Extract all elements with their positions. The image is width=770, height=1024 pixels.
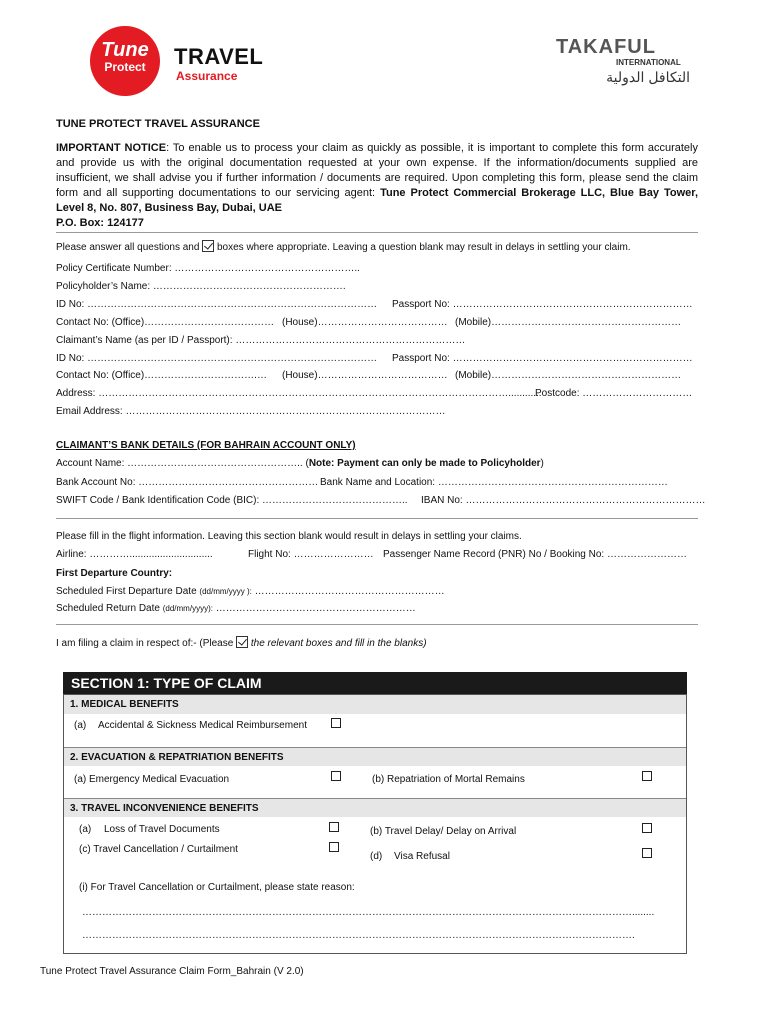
medical-a-letter: (a) <box>74 720 87 731</box>
cancellation-reason-line-2[interactable]: …………………………………………………………………………………………………………………………………………………. <box>82 930 635 941</box>
travel-delay-checkbox[interactable] <box>642 823 652 833</box>
takaful-logo-word: TAKAFUL <box>556 36 656 58</box>
important-notice <box>56 141 698 231</box>
postcode-field[interactable]: Postcode: …………………………… <box>535 388 693 399</box>
contact-office-field[interactable]: Contact No: (Office)………………………………… <box>56 317 275 328</box>
evacuation-a-label: (a) Emergency Medical Evacuation <box>74 774 230 785</box>
cancellation-reason-line-1[interactable]: …………………………………………………………………………………………………………………………………………………........ <box>82 907 655 918</box>
inconvenience-a-label: Loss of Travel Documents <box>104 824 220 835</box>
claimant-name-field[interactable]: Claimant’s Name (as per ID / Passport): …………………………………………………………… <box>56 335 466 346</box>
notice-text: : To enable us to process your claim as quickly as possible, it is important to complete this form accurately and provide us with the original documentation requested at your own expense. If the information/documents supplied are insufficient, we shall advise you if further information / documents are required. Upon completing this form, please send the claim form and all supporting documentations to our servicing agent: <box>56 142 698 199</box>
airline-field[interactable]: Airline: ………….............................. <box>56 549 213 560</box>
claimant-contact-house-field[interactable]: (House)………………………………… <box>282 370 448 381</box>
loss-travel-documents-checkbox[interactable] <box>329 822 339 832</box>
divider <box>56 232 698 233</box>
bank-details-title: CLAIMANT’S BANK DETAILS (FOR BAHRAIN ACCOUNT ONLY) <box>56 440 356 451</box>
evacuation-b-label: (b) Repatriation of Mortal Remains <box>372 774 525 785</box>
account-name-field[interactable] <box>56 458 544 469</box>
section-1-header: SECTION 1: TYPE OF CLAIM <box>63 672 687 694</box>
divider <box>56 518 698 519</box>
instructions-post: boxes where appropriate. Leaving a question blank may result in delays in settling your claim. <box>217 242 631 253</box>
bank-account-no-field[interactable]: Bank Account No: ……………………………………………… <box>56 477 319 488</box>
contact-house-field[interactable]: (House)………………………………… <box>282 317 448 328</box>
inconvenience-benefits-header: 3. TRAVEL INCONVENIENCE BENEFITS <box>64 798 686 817</box>
return-date-field[interactable] <box>56 603 416 614</box>
account-name-note: Note: Payment can only be made to Policyholder <box>308 458 541 469</box>
notice-pobox: P.O. Box: 124177 <box>56 217 144 229</box>
checkmark-icon <box>202 240 214 252</box>
footer: Tune Protect Travel Assurance Claim Form_Bahrain (V 2.0) <box>40 966 304 977</box>
form-title: TUNE PROTECT TRAVEL ASSURANCE <box>56 118 260 130</box>
departure-date-dots: ………………………………………………… <box>251 586 445 597</box>
evacuation-benefits-header: 2. EVACUATION & REPATRIATION BENEFITS <box>64 747 686 766</box>
bank-name-location-field[interactable]: Bank Name and Location: …………………………………………………………… <box>320 477 668 488</box>
policyholder-name-field[interactable]: Policyholder’s Name: …………………………………………………. <box>56 281 346 292</box>
passport-no-field[interactable]: Passport No: ……………………………………………………………… <box>392 299 693 310</box>
email-address-field[interactable]: Email Address: …………………………………………………………………………………… <box>56 406 446 417</box>
medical-benefits-header: 1. MEDICAL BENEFITS <box>64 695 686 714</box>
travel-cancellation-checkbox[interactable] <box>329 842 339 852</box>
international-logo-word: INTERNATIONAL <box>616 58 681 67</box>
claimant-contact-mobile-field[interactable]: (Mobile)………………………………………………… <box>455 370 682 381</box>
takaful-logo <box>556 36 696 96</box>
account-name-close: ) <box>540 458 544 469</box>
claimant-passport-no-field[interactable]: Passport No: ……………………………………………………………… <box>392 353 693 364</box>
travel-logo-word: TRAVEL <box>174 44 264 69</box>
notice-label: IMPORTANT NOTICE <box>56 142 167 154</box>
departure-date-label: Scheduled First Departure Date <box>56 586 200 597</box>
inconvenience-d-letter: (d) <box>370 851 383 862</box>
pnr-field[interactable]: Passenger Name Record (PNR) No / Booking No: …………………… <box>383 549 687 560</box>
iban-no-field[interactable]: IBAN No: ……………………………………………………………… <box>421 495 706 506</box>
respect-of-statement <box>56 636 427 649</box>
departure-date-format: (dd/mm/yyyy ): <box>199 587 252 596</box>
divider <box>56 624 698 625</box>
assurance-logo-word: Assurance <box>176 69 238 83</box>
claimant-id-no-field[interactable]: ID No: …………………………………………………………………………… <box>56 353 378 364</box>
inconvenience-a-letter: (a) <box>79 824 92 835</box>
return-date-label: Scheduled Return Date <box>56 603 163 614</box>
respect-pre: I am filing a claim in respect of:- (Please <box>56 638 234 649</box>
notice-agent: Tune Protect Commercial Brokerage LLC, Blue Bay Tower, Level 8, No. 807, Business Bay, Dubai, UAE <box>56 187 699 214</box>
cancellation-reason-prompt: (i) For Travel Cancellation or Curtailment, please state reason: <box>79 882 355 893</box>
medical-reimbursement-checkbox[interactable] <box>331 718 341 728</box>
tune-badge-text: Tune <box>101 39 149 61</box>
tune-protect-logo <box>90 26 280 96</box>
medical-a-label: Accidental & Sickness Medical Reimbursement <box>98 720 307 731</box>
takaful-arabic-logo: التكافل الدولية <box>606 69 690 85</box>
inconvenience-b-label: (b) Travel Delay/ Delay on Arrival <box>370 826 517 837</box>
address-field[interactable]: Address: ……………………………………………………………………………………………………………............ <box>56 388 542 399</box>
inconvenience-d-label: Visa Refusal <box>394 851 450 862</box>
instructions-pre: Please answer all questions and <box>56 242 200 253</box>
contact-mobile-field[interactable]: (Mobile)………………………………………………… <box>455 317 682 328</box>
id-no-field[interactable]: ID No: …………………………………………………………………………… <box>56 299 378 310</box>
checkmark-icon <box>236 636 248 648</box>
instructions <box>56 240 631 253</box>
visa-refusal-checkbox[interactable] <box>642 848 652 858</box>
repatriation-checkbox[interactable] <box>642 771 652 781</box>
account-name-dots: Account Name: …………………………………………….. ( <box>56 458 309 469</box>
return-date-format: (dd/mm/yyyy): <box>162 604 213 613</box>
flight-intro: Please fill in the flight information. Leaving this section blank would result in delays in settling your claims. <box>56 531 522 542</box>
claimant-contact-office-field[interactable]: Contact No: (Office)…………………………….… <box>56 370 267 381</box>
swift-code-field[interactable]: SWIFT Code / Bank Identification Code (BIC): …………………………………….. <box>56 495 408 506</box>
respect-post: the relevant boxes and fill in the blanks) <box>250 638 427 649</box>
flight-no-field[interactable]: Flight No: …………………… <box>248 549 374 560</box>
departure-date-field[interactable] <box>56 586 445 597</box>
policy-certificate-field[interactable]: Policy Certificate Number: ……………………………………………….. <box>56 263 360 274</box>
protect-badge-text: Protect <box>104 60 146 74</box>
return-date-dots: …………………………………………………… <box>212 603 416 614</box>
inconvenience-c-label: (c) Travel Cancellation / Curtailment <box>79 844 238 855</box>
emergency-evacuation-checkbox[interactable] <box>331 771 341 781</box>
first-departure-country: First Departure Country: <box>56 568 173 579</box>
tune-badge <box>90 26 160 96</box>
